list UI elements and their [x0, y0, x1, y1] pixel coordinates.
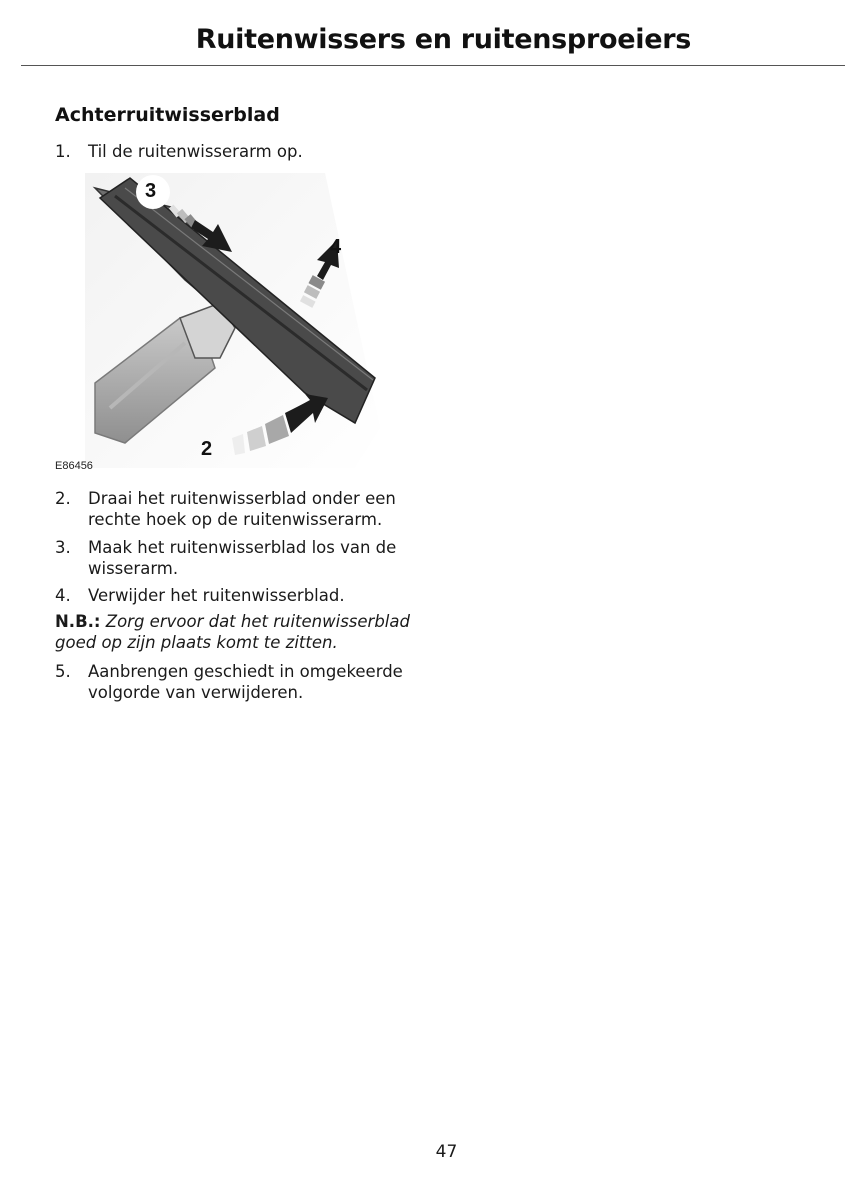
header-divider	[21, 65, 845, 66]
note-label: N.B.:	[55, 612, 101, 631]
step-number: 3.	[55, 538, 71, 557]
step-number: 2.	[55, 489, 71, 508]
callout-4: 4	[330, 236, 342, 258]
step-text: Til de ruitenwisserarm op.	[88, 142, 303, 161]
step-2	[55, 488, 440, 530]
figure-id: E86456	[55, 460, 93, 472]
callout-3: 3	[145, 180, 157, 202]
step-5	[55, 661, 440, 703]
page-number: 47	[435, 1142, 458, 1162]
step-number: 4.	[55, 586, 71, 605]
step-text: Aanbrengen geschiedt in omgekeerde volgorde van verwijderen.	[88, 662, 403, 702]
step-text: Verwijder het ruitenwisserblad.	[88, 586, 345, 605]
wiper-blade-drawing	[55, 168, 385, 478]
step-text: Draai het ruitenwisserblad onder een rechte hoek op de ruitenwisserarm.	[88, 489, 396, 529]
note	[55, 611, 440, 653]
step-1	[55, 141, 440, 162]
page-header	[0, 22, 867, 72]
step-3	[55, 537, 440, 579]
step-4	[55, 585, 440, 606]
wiper-blade-illustration	[55, 168, 385, 478]
callout-2: 2	[201, 438, 213, 460]
note-text: Zorg ervoor dat het ruitenwisserblad goed op zijn plaats komt te zitten.	[55, 612, 410, 652]
step-text: Maak het ruitenwisserblad los van de wisserarm.	[88, 538, 397, 578]
step-number: 1.	[55, 142, 71, 161]
page-title: Ruitenwissers en ruitensproeiers	[195, 24, 691, 55]
section-heading: Achterruitwisserblad	[55, 104, 280, 126]
step-number: 5.	[55, 662, 71, 681]
